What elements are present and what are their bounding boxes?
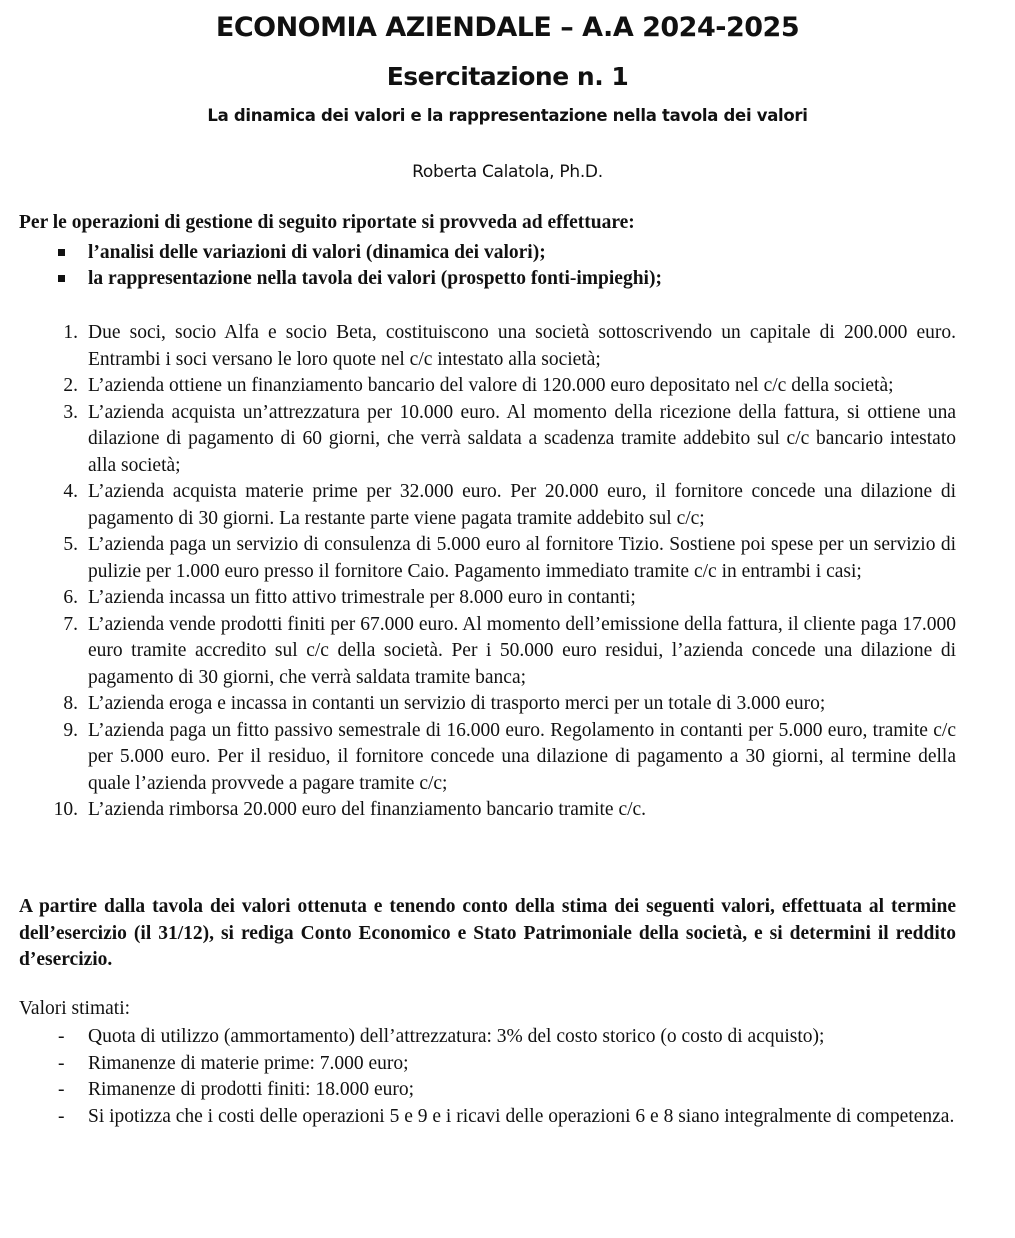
course-title: ECONOMIA AZIENDALE – A.A 2024-2025: [215, 12, 800, 43]
final-task: A partire dalla tavola dei valori ottenuta e tenendo conto della stima dei seguenti valori, effettuata al termine dell’esercizio (il 31/12), si rediga Conto Economico e Stato Patrimoniale della società, e si determini il reddito d’esercizio.: [19, 896, 956, 970]
operation-text: L’azienda rimborsa 20.000 euro del finanziamento bancario tramite c/c.: [88, 799, 647, 820]
operation-item: [48, 612, 956, 692]
operation-item: [48, 479, 956, 532]
square-bullet-icon: [58, 249, 65, 256]
operation-text: L’azienda ottiene un finanziamento bancario del valore di 120.000 euro depositato nel c/c della società;: [88, 375, 894, 396]
operation-text: L’azienda acquista materie prime per 32.000 euro. Per 20.000 euro, il fornitore concede una dilazione di pagamento di 30 giorni. La restante parte viene pagata tramite addebito sul c/c;: [88, 481, 956, 529]
estimate-text: Rimanenze di prodotti finiti: 18.000 euro;: [88, 1079, 415, 1100]
operation-text: L’azienda paga un servizio di consulenza di 5.000 euro al fornitore Tizio. Sostiene poi spese per un servizio di pulizie per 1.000 euro presso il fornitore Caio. Pagamento immediato tramite c/c in entrambi i casi;: [88, 534, 956, 582]
operation-item: [48, 400, 956, 480]
estimate-text: Rimanenze di materie prime: 7.000 euro;: [88, 1052, 409, 1074]
operation-number: 10.: [53, 799, 78, 820]
operation-number: 9.: [63, 719, 78, 741]
operation-number: 4.: [63, 481, 78, 502]
operation-item: [48, 532, 956, 585]
estimate-item: [56, 1024, 956, 1051]
operation-item: [48, 797, 956, 824]
operation-text: L’azienda incassa un fitto attivo trimestrale per 8.000 euro in contanti;: [88, 587, 636, 608]
operation-number: 3.: [63, 401, 78, 423]
operation-item: [48, 585, 956, 612]
operation-text: L’azienda eroga e incassa in contanti un servizio di trasporto merci per un totale di 3.000 euro;: [88, 693, 826, 714]
operations-list: [48, 320, 956, 824]
operation-number: 2.: [63, 375, 78, 396]
dash-bullet-icon: -: [58, 1026, 65, 1047]
operation-number: 5.: [63, 534, 78, 555]
exercise-subtitle: La dinamica dei valori e la rappresentazione nella tavola dei valori: [207, 106, 808, 125]
operation-item: [48, 320, 956, 373]
estimate-item: [56, 1104, 956, 1131]
dash-bullet-icon: -: [58, 1079, 65, 1100]
operation-number: 8.: [63, 693, 78, 714]
estimate-text: Si ipotizza che i costi delle operazioni 5 e 9 e i ricavi delle operazioni 6 e 8 siano integralmente di competenza.: [88, 1105, 955, 1127]
instruction-text: la rappresentazione nella tavola dei valori (prospetto fonti-impieghi);: [88, 268, 662, 289]
estimates-title: Valori stimati:: [19, 998, 131, 1019]
operation-text: L’azienda vende prodotti finiti per 67.000 euro. Al momento dell’emissione della fattura, il cliente paga 17.000 euro tramite accredito sul c/c della società. Per i 50.000 euro residui, l’azienda concede una dilazione di pagamento di 30 giorni, che verrà saldata tramite banca;: [88, 613, 956, 688]
exercise-title: Esercitazione n. 1: [386, 62, 629, 91]
operation-number: 7.: [63, 613, 78, 635]
square-bullet-icon: [58, 275, 65, 282]
operation-item: [48, 373, 956, 400]
dash-bullet-icon: -: [58, 1105, 65, 1127]
operation-item: [48, 718, 956, 798]
instruction-bullet: [56, 266, 662, 292]
instructions-intro: Per le operazioni di gestione di seguito riportate si provveda ad effettuare:: [19, 212, 635, 233]
dash-bullet-icon: -: [58, 1052, 65, 1074]
operation-number: 6.: [63, 587, 78, 608]
operation-text: L’azienda acquista un’attrezzatura per 10.000 euro. Al momento della ricezione della fattura, si ottiene una dilazione di pagamento di 60 giorni, che verrà saldata a scadenza tramite addebito sul c/c bancario intestato alla società;: [88, 401, 956, 476]
operation-item: [48, 691, 956, 718]
estimate-item: [56, 1077, 956, 1104]
operation-number: 1.: [63, 322, 78, 343]
instruction-bullet: [56, 240, 662, 266]
operation-text: Due soci, socio Alfa e socio Beta, costituiscono una società sottoscrivendo un capitale di 200.000 euro. Entrambi i soci versano le loro quote nel c/c intestato alla società;: [88, 322, 956, 370]
author-name: Roberta Calatola, Ph.D.: [412, 162, 603, 182]
instructions-bullet-list: [56, 240, 662, 292]
estimates-list: [56, 1024, 956, 1130]
instruction-text: l’analisi delle variazioni di valori (dinamica dei valori);: [88, 242, 546, 263]
estimate-item: [56, 1051, 956, 1078]
operation-text: L’azienda paga un fitto passivo semestrale di 16.000 euro. Regolamento in contanti per 5.000 euro, tramite c/c per 5.000 euro. Per il residuo, il fornitore concede una dilazione di pagamento a 30 giorni, al termine della quale l’azienda provvede a pagare tramite c/c;: [88, 719, 956, 794]
estimate-text: Quota di utilizzo (ammortamento) dell’attrezzatura: 3% del costo storico (o costo di acquisto);: [88, 1026, 825, 1047]
